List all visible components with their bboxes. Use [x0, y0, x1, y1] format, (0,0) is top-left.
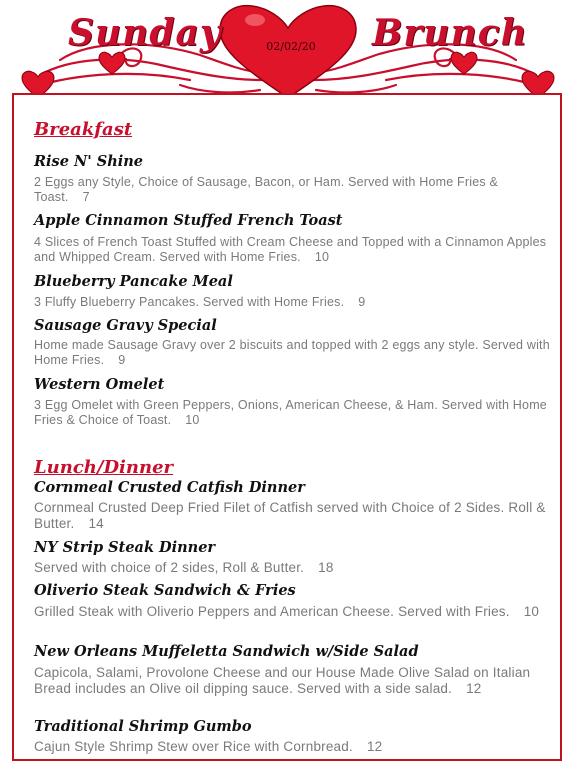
- item-price: 14: [88, 516, 104, 531]
- menu-body: [12, 93, 562, 761]
- item-price: 10: [523, 604, 540, 619]
- item-name: Cornmeal Crusted Catfish Dinner: [34, 479, 305, 496]
- item-name: Oliverio Steak Sandwich & Fries: [34, 582, 296, 599]
- item-name: Traditional Shrimp Gumbo: [34, 718, 252, 735]
- item-name: Western Omelet: [34, 376, 165, 393]
- item-name: Blueberry Pancake Meal: [34, 273, 233, 290]
- item-description: Cornmeal Crusted Deep Fried Filet of Catfish served with Choice of 2 Sides. Roll & Butter. 14: [34, 500, 546, 531]
- item-name: New Orleans Muffeletta Sandwich w/Side Salad: [34, 643, 419, 660]
- item-description: Capicola, Salami, Provolone Cheese and our House Made Olive Salad on Italian Bread includes an Olive oil dipping sauce. Served with a side salad. 12: [34, 665, 531, 696]
- item-description: 2 Eggs any Style, Choice of Sausage, Bacon, or Ham. Served with Home Fries & Toast. 7: [34, 175, 499, 204]
- item-name: Apple Cinnamon Stuffed French Toast: [34, 212, 343, 229]
- heart-icon: [451, 52, 477, 74]
- item-description: 3 Egg Omelet with Green Peppers, Onions, American Cheese, & Ham. Served with Home Fries & Choice of Toast. 10: [34, 398, 547, 427]
- heart-icon: [99, 52, 125, 74]
- title-left: Sunday: [68, 12, 222, 54]
- item-price: 18: [318, 560, 334, 575]
- item-price: 10: [314, 250, 330, 264]
- item-name: NY Strip Steak Dinner: [34, 539, 216, 556]
- item-description: Grilled Steak with Oliverio Peppers and American Cheese. Served with Fries. 10: [34, 604, 540, 619]
- menu-date: 02/02/20: [266, 40, 316, 53]
- menu-header: [0, 0, 576, 100]
- item-description: Home made Sausage Gravy over 2 biscuits and topped with 2 eggs any style. Served with Home Fries. 9: [34, 338, 550, 367]
- item-name: Sausage Gravy Special: [34, 317, 217, 334]
- item-price: 12: [366, 739, 383, 754]
- item-description: 4 Slices of French Toast Stuffed with Cream Cheese and Topped with a Cinnamon Apples and Whipped Cream. Served with Home Fries. 10: [34, 235, 547, 264]
- section-title-breakfast: Breakfast: [34, 119, 133, 140]
- section-title-lunch-dinner: Lunch/Dinner: [34, 457, 174, 478]
- item-price: 9: [118, 353, 126, 367]
- item-description: Cajun Style Shrimp Stew over Rice with Cornbread. 12: [34, 739, 383, 754]
- item-description: 3 Fluffy Blueberry Pancakes. Served with Home Fries. 9: [34, 295, 366, 309]
- item-price: 12: [466, 681, 482, 696]
- item-price: 9: [358, 295, 366, 309]
- title-right: Brunch: [372, 12, 528, 54]
- item-price: 7: [82, 190, 90, 204]
- item-description: Served with choice of 2 sides, Roll & Butter. 18: [34, 560, 334, 575]
- item-name: Rise N' Shine: [34, 153, 144, 170]
- item-price: 10: [185, 413, 200, 427]
